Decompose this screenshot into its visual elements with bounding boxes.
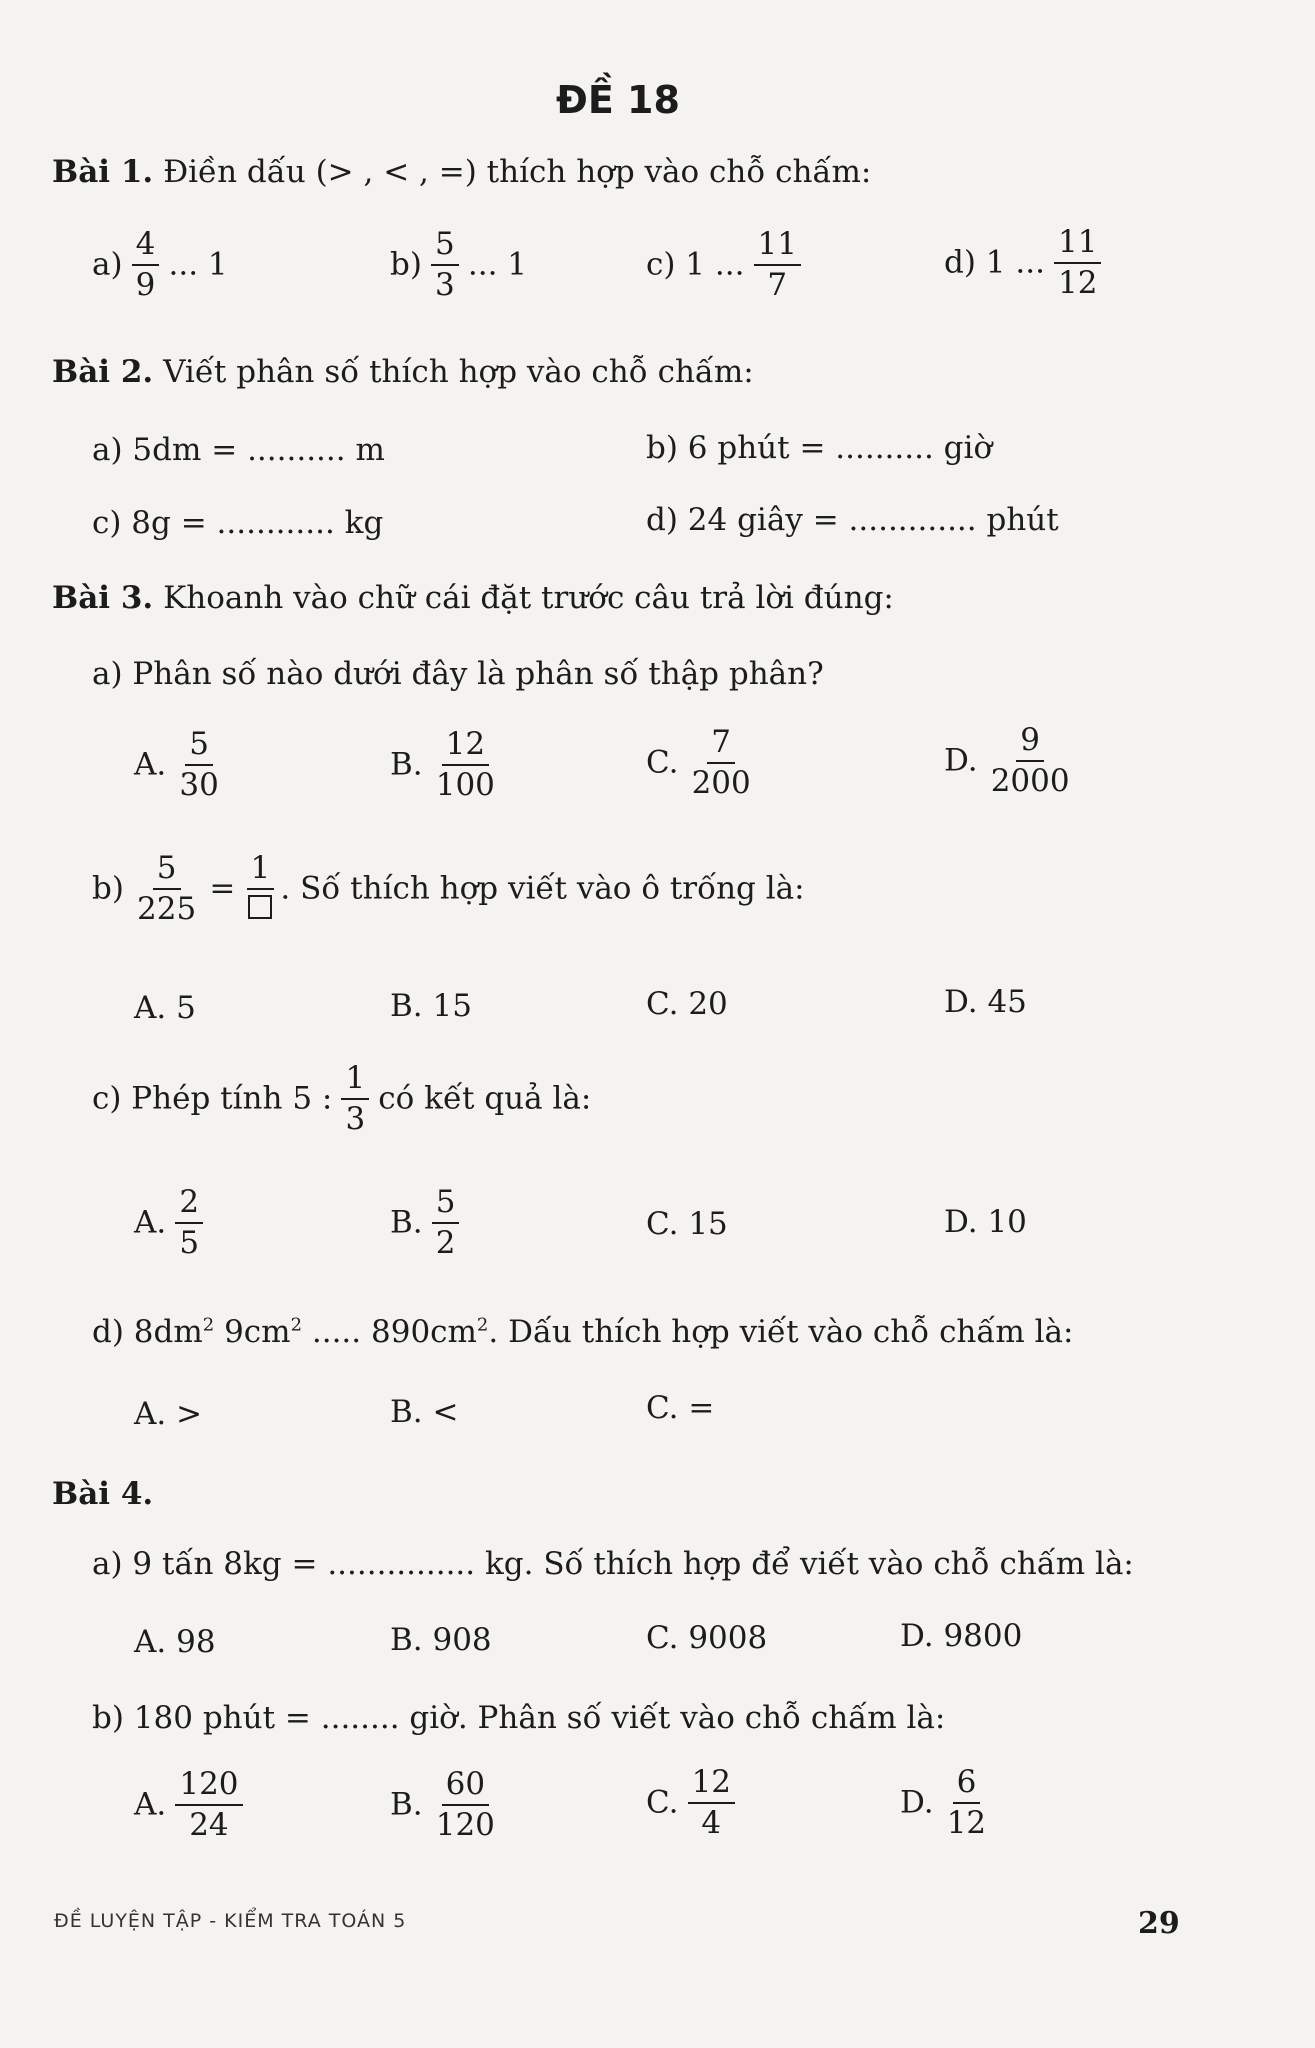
exercise-4b-option-d: D. $\frac{6}{12}$ <box>900 1766 994 1839</box>
exercise-2-item-b: b) 6 phút = .......... giờ <box>646 430 993 466</box>
exercise-1-label: Bài 1. <box>52 154 154 190</box>
exercise-3c-option-a: A. $\frac{2}{5}$ <box>134 1186 207 1259</box>
exercise-3d-option-b: B. < <box>390 1394 459 1430</box>
exercise-3c-question: c) Phép tính 5 : $\frac{1}{3}$ có kết quả là: <box>92 1060 592 1137</box>
exercise-2-label: Bài 2. <box>52 354 154 390</box>
exercise-3d-option-c: C. = <box>646 1390 715 1426</box>
exercise-3d-question: d) $8dm^2$ $9cm^2$ ..... $890cm^2$. Dấu thích hợp viết vào chỗ chấm là: <box>92 1314 1074 1350</box>
fraction: $\frac{12}{100}$ <box>435 726 495 803</box>
exercise-3a-option-b: B. $\frac{12}{100}$ <box>390 728 503 801</box>
fraction: $\frac{5}{2}$ <box>432 1186 460 1259</box>
exercise-4b-option-c: C. $\frac{12}{4}$ <box>646 1766 739 1839</box>
exercise-3-heading <box>52 580 894 616</box>
exercise-1-item-a: a) $\frac{4}{9}$ ... 1 <box>92 226 228 303</box>
exercise-3a-option-d: D. $\frac{9}{2000}$ <box>944 724 1078 797</box>
exercise-4a-option-c: C. 9008 <box>646 1620 768 1656</box>
exercise-3-label: Bài 3. <box>52 580 154 616</box>
exercise-3b-option-c: C. 20 <box>646 986 728 1022</box>
exercise-2-item-c: c) 8g = ............ kg <box>92 505 384 541</box>
fraction: $\frac{7}{200}$ <box>691 724 751 801</box>
fraction: $\frac{11}{7}$ <box>754 228 801 301</box>
exercise-4a-option-a: A. 98 <box>134 1624 216 1660</box>
fraction: $\frac{9}{2000}$ <box>990 722 1070 799</box>
exercise-4-heading <box>52 1476 153 1512</box>
exercise-2-heading <box>52 354 754 390</box>
fraction: $\frac{11}{12}$ <box>1054 226 1101 299</box>
fraction: $\frac{5}{3}$ <box>431 228 459 301</box>
fraction: $\frac{2}{5}$ <box>175 1186 203 1259</box>
fraction: $\frac{1}{3}$ <box>341 1062 369 1135</box>
exercise-3b-question: b) $\frac{5}{225}$ = 1 . Số thích hợp viết vào ô trống là: <box>92 850 805 927</box>
exercise-3a-option-c: C. $\frac{7}{200}$ <box>646 726 759 799</box>
exercise-1-item-c: c) 1 ... $\frac{11}{7}$ <box>646 228 805 301</box>
exercise-1-item-d: d) 1 ... $\frac{11}{12}$ <box>944 226 1105 299</box>
exercise-3b-option-d: D. 45 <box>944 984 1027 1020</box>
exercise-1-heading <box>52 154 871 190</box>
fraction: $\frac{5}{30}$ <box>179 726 219 803</box>
exercise-4a-option-d: D. 9800 <box>900 1618 1023 1654</box>
exercise-3c-option-b: B. $\frac{5}{2}$ <box>390 1186 463 1259</box>
exercise-4b-option-a: A. $\frac{120}{24}$ <box>134 1768 247 1841</box>
fraction: $\frac{12}{4}$ <box>688 1766 735 1839</box>
exercise-3-text: Khoanh vào chữ cái đặt trước câu trả lời đúng: <box>163 580 894 616</box>
exercise-3c-option-c: C. 15 <box>646 1206 728 1242</box>
fraction-with-blank: 1 <box>244 852 276 925</box>
exercise-1-item-b: b) $\frac{5}{3}$ ... 1 <box>390 226 528 303</box>
footer-book-title: ĐỀ LUYỆN TẬP - KIỂM TRA TOÁN 5 <box>54 1910 407 1932</box>
exercise-3a-question: a) Phân số nào dưới đây là phân số thập phân? <box>92 656 824 692</box>
exercise-4b-option-b: B. $\frac{60}{120}$ <box>390 1768 503 1841</box>
exercise-2-item-a: a) 5dm = .......... m <box>92 432 385 468</box>
exercise-3c-option-d: D. 10 <box>944 1204 1027 1240</box>
fraction: $\frac{120}{24}$ <box>175 1768 242 1841</box>
exercise-4a-question: a) 9 tấn 8kg = ............... kg. Số thích hợp để viết vào chỗ chấm là: <box>92 1546 1134 1582</box>
fraction: $\frac{5}{225}$ <box>137 850 197 927</box>
exercise-2-item-d: d) 24 giây = ............. phút <box>646 502 1059 538</box>
exercise-3d-option-a: A. > <box>134 1396 203 1432</box>
exercise-3b-option-a: A. 5 <box>134 990 196 1026</box>
blank-box <box>248 895 272 919</box>
fraction: $\frac{60}{120}$ <box>435 1766 495 1843</box>
exercise-2-text: Viết phân số thích hợp vào chỗ chấm: <box>163 354 754 390</box>
exercise-4-label: Bài 4. <box>52 1476 154 1512</box>
exercise-3b-option-b: B. 15 <box>390 988 472 1024</box>
page-title: ĐỀ 18 <box>556 78 680 122</box>
exercise-4b-question: b) 180 phút = ........ giờ. Phân số viết vào chỗ chấm là: <box>92 1700 946 1736</box>
exercise-1-text: Điền dấu (> , < , =) thích hợp vào chỗ chấm: <box>163 154 872 190</box>
exercise-4a-option-b: B. 908 <box>390 1622 492 1658</box>
fraction: $\frac{4}{9}$ <box>132 228 160 301</box>
page-number: 29 <box>1138 1906 1180 1941</box>
fraction: $\frac{6}{12}$ <box>946 1764 987 1841</box>
exercise-3a-option-a: A. $\frac{5}{30}$ <box>134 728 227 801</box>
